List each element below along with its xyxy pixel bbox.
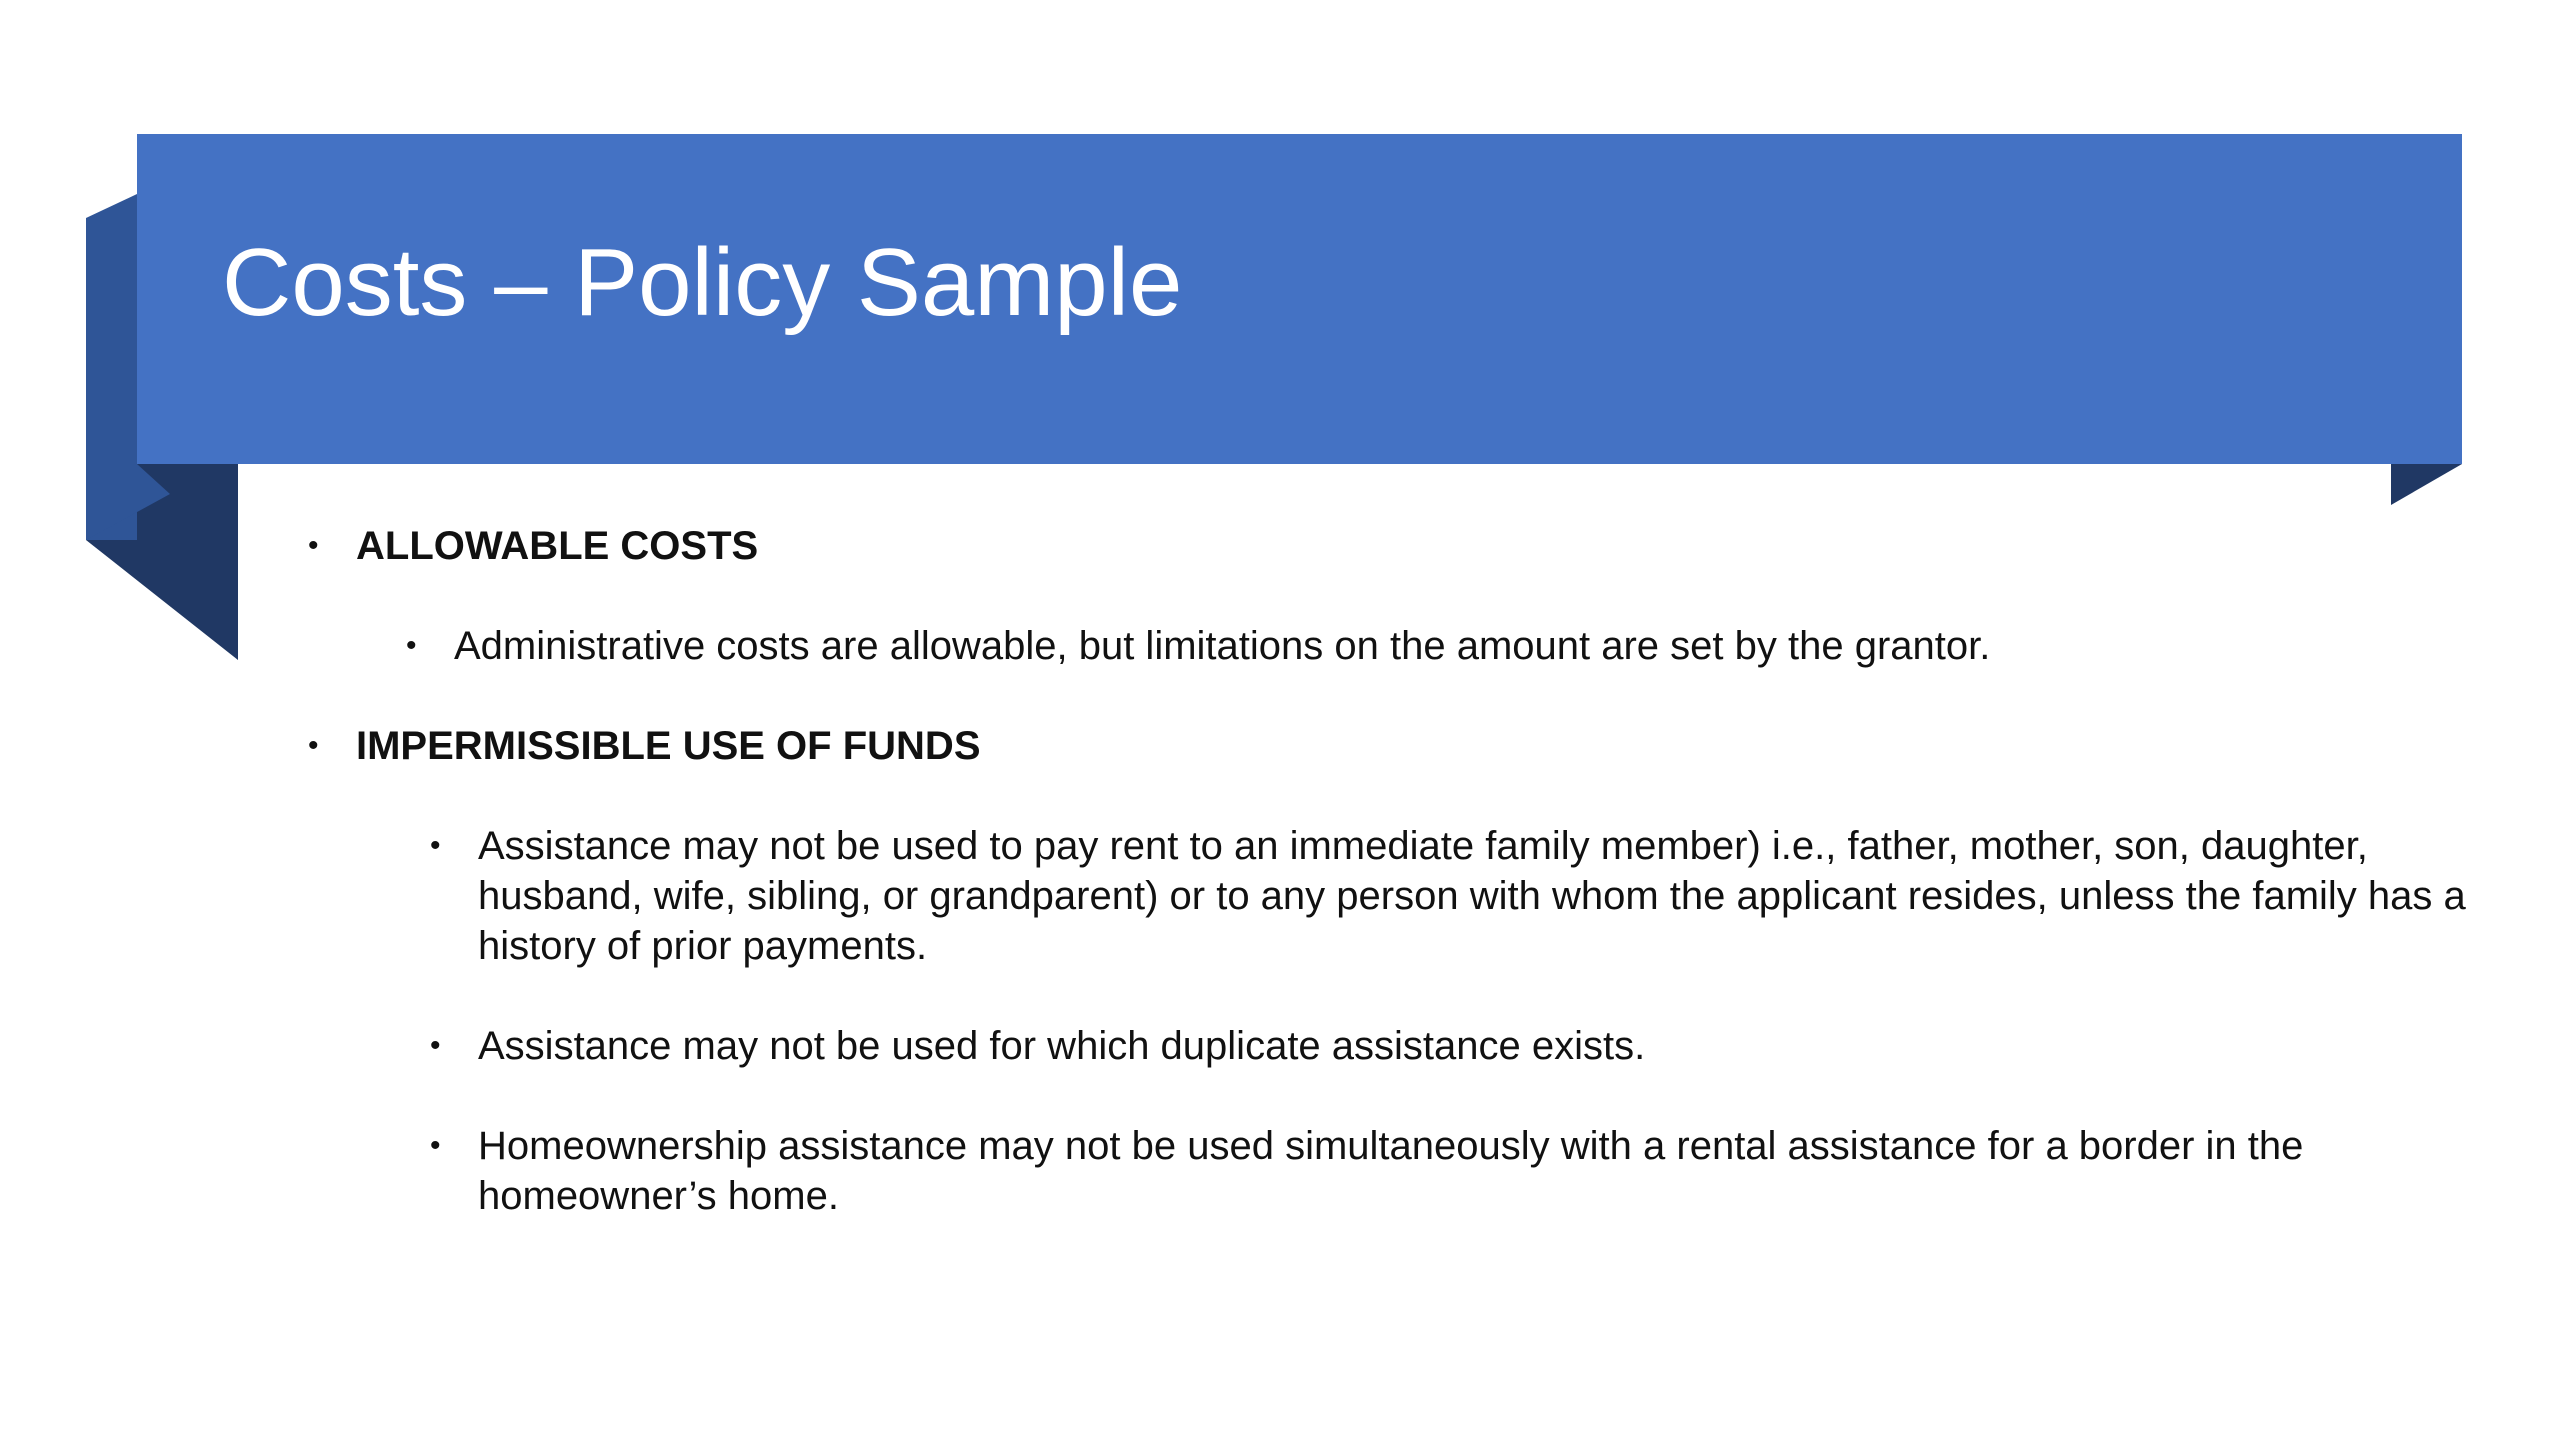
- bullet-icon: •: [406, 629, 417, 662]
- section-heading: IMPERMISSIBLE USE OF FUNDS: [356, 724, 981, 768]
- bullet-icon: •: [430, 1129, 441, 1162]
- bullet-item: [406, 621, 2444, 671]
- bullet-icon: •: [430, 829, 441, 862]
- bullet-text: Assistance may not be used to pay rent to an immediate family member) i.e., father, mother, son, daughter, husband, wife, sibling, or grandparent) or to any person with whom the applicant resides, unless the family has a history of prior payments.: [478, 824, 2466, 968]
- bullet-icon: •: [430, 1029, 441, 1062]
- section-heading: ALLOWABLE COSTS: [356, 524, 759, 568]
- bullet-text: Homeownership assistance may not be used simultaneously with a rental assistance for a border in the homeowner’s home.: [478, 1124, 2304, 1218]
- bullet-item: [430, 1121, 2468, 1221]
- bullet-item: [430, 1021, 2468, 1071]
- bullet-icon: •: [308, 529, 319, 562]
- bullet-text: Administrative costs are allowable, but limitations on the amount are set by the grantor.: [454, 624, 1991, 668]
- bullet-icon: •: [308, 729, 319, 762]
- bullet-item: [430, 821, 2468, 971]
- section-allowable-costs: [308, 521, 758, 571]
- section-impermissible-use: [308, 721, 981, 771]
- bullet-text: Assistance may not be used for which duplicate assistance exists.: [478, 1024, 1646, 1068]
- slide-title: Costs – Policy Sample: [222, 229, 1183, 336]
